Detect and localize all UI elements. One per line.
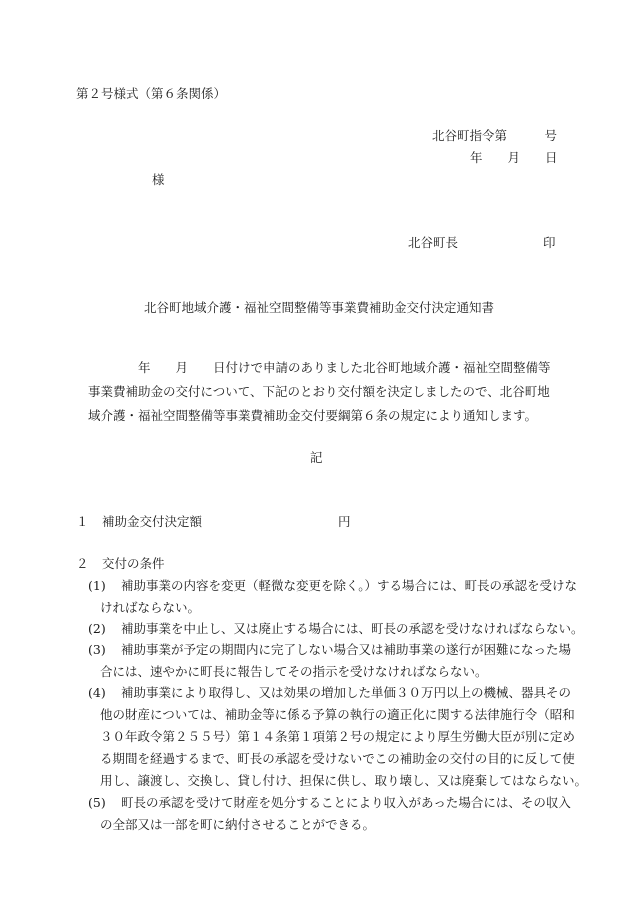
item-1-unit: 円 bbox=[338, 514, 351, 529]
seal-mark: 印 bbox=[543, 235, 556, 250]
condition-line: 他の財産については、補助金等に係る予算の執行の適正化に関する法律施行令（昭和 bbox=[100, 707, 575, 722]
intro-line: 年 月 日付けで申請のありました北谷町地域介護・福祉空間整備等 bbox=[138, 360, 551, 375]
condition-number: (3) bbox=[88, 642, 106, 657]
intro-line: 事業費補助金の交付について、下記のとおり交付額を決定しましたので、北谷町地 bbox=[88, 384, 550, 399]
condition-number: (4) bbox=[88, 685, 106, 700]
item-2-label: 交付の条件 bbox=[102, 556, 165, 571]
document-number: 北谷町指令第 号 bbox=[432, 128, 558, 143]
condition-line: 補助事業が予定の期間内に完了しない場合又は補助事業の遂行が困難になった場 bbox=[121, 642, 572, 657]
form-label: 第２号様式（第６条関係） bbox=[76, 86, 227, 101]
item-1-number: １ bbox=[76, 514, 89, 529]
intro-line: 域介護・福祉空間整備等事業費補助金交付要綱第６条の規定により通知します。 bbox=[88, 408, 538, 423]
condition-line: 補助事業により取得し、又は効果の増加した単価３０万円以上の機械、器具その bbox=[121, 685, 572, 700]
addressee-suffix: 様 bbox=[152, 172, 165, 187]
condition-line: 用し、譲渡し、交換し、貸し付け、担保に供し、取り壊し、又は廃棄してはならない。 bbox=[100, 773, 588, 788]
condition-line: 町長の承認を受けて財産を処分することにより収入があった場合には、その収入 bbox=[121, 795, 571, 810]
ki-mark: 記 bbox=[310, 450, 323, 465]
condition-line: ければならない。 bbox=[100, 600, 201, 615]
condition-number: (5) bbox=[88, 795, 106, 810]
sender: 北谷町長 bbox=[408, 235, 459, 250]
item-1-label: 補助金交付決定額 bbox=[102, 514, 203, 529]
condition-line: 補助事業の内容を変更（軽微な変更を除く。）する場合には、町長の承認を受けな bbox=[121, 578, 578, 593]
condition-line: ３０年政令第２５５号）第１４条第１項第２号の規定により厚生労働大臣が別に定め bbox=[100, 729, 576, 744]
condition-line: 補助事業を中止し、又は廃止する場合には、町長の承認を受けなければならない。 bbox=[121, 621, 584, 636]
intro-paragraph bbox=[88, 356, 551, 428]
condition-line: の全部又は一部を町に納付させることができる。 bbox=[100, 817, 376, 832]
item-2-number: ２ bbox=[76, 556, 89, 571]
document-title: 北谷町地域介護・福祉空間整備等事業費補助金交付決定通知書 bbox=[144, 300, 495, 315]
condition-line: 合には、速やかに町長に報告してその指示を受けなければならない。 bbox=[100, 664, 488, 679]
condition-number: (1) bbox=[88, 578, 106, 593]
condition-line: る期間を経過するまで、町長の承認を受けないでこの補助金の交付の目的に反して使 bbox=[100, 751, 575, 766]
date-line: 年 月 日 bbox=[470, 150, 558, 165]
condition-number: (2) bbox=[88, 621, 106, 636]
